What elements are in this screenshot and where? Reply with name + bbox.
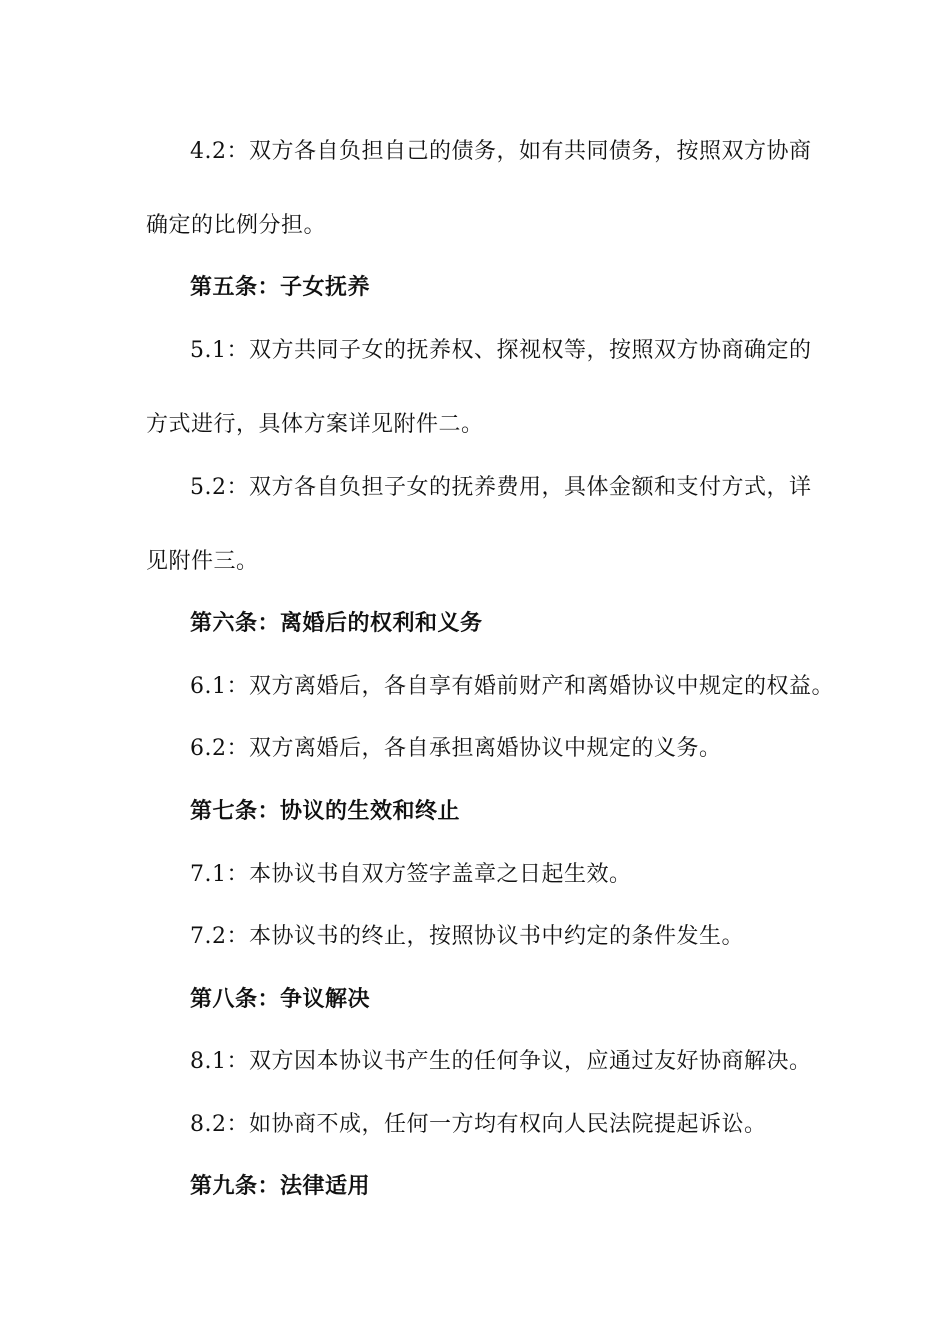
clause-8-1: 8.1：双方因本协议书产生的任何争议，应通过友好协商解决。 bbox=[190, 1049, 812, 1074]
clause-5-1-line-1: 5.1：双方共同子女的抚养权、探视权等，按照双方协商确定的 bbox=[190, 338, 812, 363]
article-6-heading: 第六条：离婚后的权利和义务 bbox=[190, 611, 483, 636]
article-7-heading: 第七条：协议的生效和终止 bbox=[190, 799, 461, 824]
clause-6-2: 6.2：双方离婚后，各自承担离婚协议中规定的义务。 bbox=[190, 736, 722, 761]
clause-5-2-line-1: 5.2：双方各自负担子女的抚养费用，具体金额和支付方式，详 bbox=[190, 475, 812, 500]
clause-4-2-line-1: 4.2：双方各自负担自己的债务，如有共同债务，按照双方协商 bbox=[190, 139, 812, 164]
clause-5-1-line-2: 方式进行，具体方案详见附件二。 bbox=[146, 412, 484, 437]
article-9-heading: 第九条：法律适用 bbox=[190, 1174, 371, 1199]
article-5-heading: 第五条：子女抚养 bbox=[190, 275, 371, 300]
clause-4-2-line-2: 确定的比例分担。 bbox=[146, 213, 327, 238]
clause-8-2: 8.2：如协商不成，任何一方均有权向人民法院提起诉讼。 bbox=[190, 1112, 767, 1137]
clause-6-1: 6.1：双方离婚后，各自享有婚前财产和离婚协议中规定的权益。 bbox=[190, 674, 834, 699]
clause-7-2: 7.2：本协议书的终止，按照协议书中约定的条件发生。 bbox=[190, 924, 744, 949]
clause-7-1: 7.1：本协议书自双方签字盖章之日起生效。 bbox=[190, 862, 632, 887]
article-8-heading: 第八条：争议解决 bbox=[190, 987, 371, 1012]
clause-5-2-line-2: 见附件三。 bbox=[146, 549, 259, 574]
